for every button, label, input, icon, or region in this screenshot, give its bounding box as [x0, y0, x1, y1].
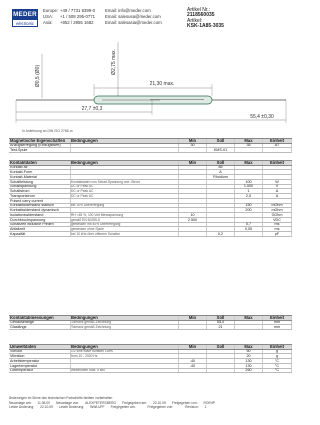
- col-header: Min: [179, 345, 207, 349]
- param-name: Kontakt-Nr.: [9, 166, 71, 170]
- param-name: Transportstrom: [9, 194, 71, 198]
- value-soll: KMS-01: [207, 148, 235, 152]
- value-unit: pF: [263, 232, 292, 236]
- value-min: [179, 189, 207, 193]
- value-min: [179, 185, 207, 189]
- table-title: Kontaktdaten: [9, 161, 71, 165]
- col-header: Bedingungen: [71, 316, 179, 320]
- value-unit: g: [263, 354, 292, 358]
- footer-disclaimer-text: Änderungen im Sinne des technischen Fortschritts bleiben vorbehalten: [9, 396, 113, 400]
- param-condition: Toleranz gemäß Zeichnung: [71, 325, 179, 329]
- value-unit: [263, 199, 292, 203]
- value-soll: [207, 223, 235, 227]
- param-condition: Toleranz gemäß Zeichnung: [71, 321, 179, 325]
- value-min: [179, 350, 207, 354]
- param-condition: RH <45 %, 100 Volt Messspannung: [71, 213, 179, 217]
- param-condition: [71, 148, 179, 152]
- value-min: [179, 369, 207, 373]
- value-soll: Rhodium: [207, 175, 235, 179]
- dim-21-label: 21,30 max.: [149, 81, 175, 87]
- value-unit: V: [263, 185, 292, 189]
- value-max: 130: [235, 359, 263, 363]
- param-name: Schaltzeit inklusive Prellen: [9, 223, 71, 227]
- logo-subtext: electronic: [16, 21, 34, 26]
- dim-glass-label: Ø2,75 max.: [111, 49, 117, 75]
- param-name: Abfallzeit: [9, 227, 71, 231]
- param-condition: 1/2 sine wave duration 11ms: [71, 350, 179, 354]
- value-soll: [207, 185, 235, 189]
- article-info: [187, 8, 224, 30]
- value-max: [235, 166, 263, 170]
- col-header: Min: [179, 139, 207, 143]
- param-condition: from 10 - 2000 Hz: [71, 354, 179, 358]
- param-name: Isolationswiderstand: [9, 213, 71, 217]
- col-header: Min: [179, 161, 207, 165]
- footer-field: Neuanlage am:: [9, 400, 32, 405]
- drawing-note: In Anlehnung an DIN ISO 2768-m: [22, 129, 73, 133]
- param-name: Schaltleistung: [9, 180, 71, 184]
- col-header: Bedingungen: [71, 139, 179, 143]
- value-max: [235, 213, 263, 217]
- param-name: Gehäuselänge: [9, 321, 71, 325]
- param-name: Lagertemperatur: [9, 364, 71, 368]
- value-max: 260: [235, 369, 263, 373]
- value-min: -40: [179, 364, 207, 368]
- value-unit: [263, 175, 292, 179]
- table-environment: [9, 344, 292, 373]
- value-max: 50: [235, 350, 263, 354]
- param-condition: DC or Peak AC: [71, 189, 179, 193]
- value-unit: [263, 170, 292, 174]
- value-min: 2.500: [179, 218, 207, 222]
- param-name: Kontaktwiderstand dynamisch: [9, 208, 71, 212]
- value-max: 0,7: [235, 223, 263, 227]
- footer-field: Neuanlage von:: [55, 400, 80, 405]
- footer-field: ALEXPETERSBERG: [85, 400, 117, 405]
- value-soll: 0,2: [207, 232, 235, 236]
- value-min: [179, 354, 207, 358]
- col-header: Soll: [207, 345, 235, 349]
- value-unit: A: [263, 194, 292, 198]
- param-name: Kontakt-Form: [9, 170, 71, 174]
- article-name: KSK-1A85-3035: [187, 23, 224, 30]
- value-unit: GOhm: [263, 213, 292, 217]
- value-min: -40: [179, 359, 207, 363]
- col-header: Einheit: [263, 345, 292, 349]
- footer: [9, 396, 292, 410]
- col-header: Max: [235, 316, 263, 320]
- param-name: Test-Spule: [9, 148, 71, 152]
- value-min: [179, 223, 207, 227]
- footer-field: Freigegeben von:: [147, 405, 174, 409]
- value-soll: [207, 218, 235, 222]
- footer-field: Revision:: [185, 405, 199, 409]
- dim-27-label: 27,7 ±0,3: [81, 106, 103, 112]
- col-header: Soll: [207, 316, 235, 320]
- value-min: [179, 199, 207, 203]
- value-unit: mm: [263, 321, 292, 325]
- value-min: 30: [179, 144, 207, 148]
- param-name: Glaslänge: [9, 325, 71, 329]
- table-title: Umweltdaten: [9, 345, 71, 349]
- value-max: 100: [235, 180, 263, 184]
- technical-drawing: [2, 34, 298, 134]
- param-name: Pulsed carry current: [9, 199, 71, 203]
- table-magnetic: [9, 138, 292, 153]
- value-unit: °C: [263, 359, 292, 363]
- param-condition: Kontaktdaten von Schalt-Spannung und -Strom: [71, 180, 179, 184]
- param-condition: gemessen mit 40% Übererregung: [71, 223, 179, 227]
- value-soll: [207, 364, 235, 368]
- table-row: [9, 325, 292, 330]
- value-soll: [207, 369, 235, 373]
- value-soll: [207, 180, 235, 184]
- value-unit: W: [263, 180, 292, 184]
- value-soll: 55,4: [207, 321, 235, 325]
- value-unit: VDC: [263, 218, 292, 222]
- contact-email[interactable]: Email: salesusa@meder.com: [105, 14, 161, 19]
- value-min: 10: [179, 213, 207, 217]
- value-max: [235, 232, 263, 236]
- param-name: Schaltstrom: [9, 189, 71, 193]
- value-soll: 85: [207, 166, 235, 170]
- value-unit: mOhm: [263, 204, 292, 208]
- footer-field: 22.10.09: [152, 400, 166, 405]
- footer-field: Freigegeben am:: [122, 400, 147, 405]
- reed-switch-drawing: [2, 34, 298, 134]
- col-header: Max: [235, 139, 263, 143]
- value-max: 1.000: [235, 185, 263, 189]
- value-unit: AT: [263, 144, 292, 148]
- footer-field: WWLUFF: [90, 405, 105, 409]
- footer-field: 22.10.09: [40, 405, 53, 409]
- col-header: Einheit: [263, 316, 292, 320]
- table-contact: [9, 160, 292, 237]
- col-header: Bedingungen: [71, 161, 179, 165]
- contact-email[interactable]: Email: info@meder.com: [105, 8, 151, 13]
- param-name: Schaltspannung: [9, 185, 71, 189]
- value-min: [179, 321, 207, 325]
- value-max: [235, 325, 263, 329]
- param-condition: [71, 166, 179, 170]
- param-condition: [71, 199, 179, 203]
- table-dimensions: [9, 315, 292, 330]
- param-name: Vibration: [9, 354, 71, 358]
- contact-region: Asia:: [43, 20, 53, 25]
- value-min: [179, 166, 207, 170]
- footer-field: ROEHP: [203, 400, 216, 405]
- param-name: Arbeitstemperatur: [9, 359, 71, 363]
- value-soll: [207, 213, 235, 217]
- value-soll: [207, 194, 235, 198]
- article-number: 2118560035: [187, 12, 215, 19]
- value-unit: °C: [263, 364, 292, 368]
- value-max: [235, 175, 263, 179]
- value-unit: [263, 148, 292, 152]
- param-name: Löttemperatur: [9, 369, 71, 373]
- value-min: [179, 204, 207, 208]
- param-condition: DC or Peak AC: [71, 194, 179, 198]
- table-title: Magnetische Eigenschaften: [9, 139, 71, 143]
- value-max: 35: [235, 144, 263, 148]
- param-condition: bei 10 kHz über offenem Schalter: [71, 232, 179, 236]
- contact-region: Europe:: [43, 8, 59, 13]
- value-min: [179, 232, 207, 236]
- value-max: [235, 218, 263, 222]
- value-max: 2,5: [235, 194, 263, 198]
- footer-field: Freigegeben von:: [171, 400, 198, 405]
- param-condition: [71, 359, 179, 363]
- dim-diameter-label: Ø0,5 (Ø0): [35, 64, 41, 88]
- footer-field: Letzte Änderung:: [58, 405, 85, 409]
- param-condition: [71, 175, 179, 179]
- param-condition: Wellenlöten max. 5 sec: [71, 369, 179, 373]
- article-label: Artikel:: [187, 17, 203, 24]
- meder-logo: [12, 9, 38, 27]
- contact-email[interactable]: Email: salesasia@meder.com: [105, 20, 162, 25]
- table-row: [9, 148, 292, 153]
- param-name: Kontakt-Material: [9, 175, 71, 179]
- value-soll: 21: [207, 325, 235, 329]
- value-soll: [207, 144, 235, 148]
- value-unit: mOhm: [263, 208, 292, 212]
- value-max: [235, 148, 263, 152]
- param-condition: [71, 170, 179, 174]
- param-condition: DC or Peak AC: [71, 185, 179, 189]
- value-min: [179, 227, 207, 231]
- value-soll: A: [207, 170, 235, 174]
- value-soll: [207, 189, 235, 193]
- value-soll: [207, 227, 235, 231]
- value-soll: [207, 359, 235, 363]
- value-soll: [207, 354, 235, 358]
- logo-text: MEDER: [13, 11, 37, 18]
- col-header: Max: [235, 345, 263, 349]
- value-unit: mm: [263, 325, 292, 329]
- value-max: 20: [235, 354, 263, 358]
- value-min: [179, 148, 207, 152]
- col-header: Max: [235, 161, 263, 165]
- col-header: Einheit: [263, 161, 292, 165]
- value-min: [179, 170, 207, 174]
- value-min: [179, 175, 207, 179]
- value-unit: ms: [263, 223, 292, 227]
- value-max: 1: [235, 189, 263, 193]
- value-soll: [207, 350, 235, 354]
- contact-row: [43, 20, 173, 26]
- param-condition: bei 10% Übererregung: [71, 204, 179, 208]
- footer-field: 1: [204, 405, 207, 409]
- col-header: Soll: [207, 139, 235, 143]
- table-title: Kontaktabmessungen: [9, 316, 71, 320]
- param-condition: [71, 144, 179, 148]
- footer-field: 11.08.00: [37, 400, 50, 405]
- value-soll: [207, 204, 235, 208]
- article-number-label: Artikel Nr.:: [187, 7, 211, 13]
- value-unit: [263, 166, 292, 170]
- contact-phone: +852 / 2955 1682: [60, 20, 94, 25]
- table-row: [9, 369, 292, 374]
- value-max: [235, 199, 263, 203]
- value-soll: [207, 199, 235, 203]
- value-max: [235, 170, 263, 174]
- value-min: [179, 325, 207, 329]
- contact-phone: +49 / 7731 8399-0: [60, 8, 96, 13]
- value-max: 130: [235, 364, 263, 368]
- footer-line: [9, 405, 292, 410]
- contact-block: [43, 8, 173, 26]
- table-row: [9, 232, 292, 237]
- param-name: Kapazität: [9, 232, 71, 236]
- param-condition: gemessen ohne Spule: [71, 227, 179, 231]
- col-header: Einheit: [263, 139, 292, 143]
- param-condition: [71, 208, 179, 212]
- param-condition: gemäß EN 60255-5: [71, 218, 179, 222]
- value-min: [179, 208, 207, 212]
- footer-field: Letzte Änderung:: [9, 405, 35, 409]
- value-max: 0,05: [235, 227, 263, 231]
- param-name: Kontaktwiderstand statisch: [9, 204, 71, 208]
- value-soll: [207, 208, 235, 212]
- param-name: Schock: [9, 350, 71, 354]
- value-unit: A: [263, 189, 292, 193]
- col-header: Min: [179, 316, 207, 320]
- col-header: Bedingungen: [71, 345, 179, 349]
- dim-55-label: 55,4 ±0,30: [250, 114, 274, 120]
- param-condition: [71, 364, 179, 368]
- param-name: Durchbruchspannung: [9, 218, 71, 222]
- footer-field: Freigegeben am:: [110, 405, 136, 409]
- contact-phone: +1 / 508 295-0771: [60, 14, 96, 19]
- value-unit: °C: [263, 369, 292, 373]
- col-header: Soll: [207, 161, 235, 165]
- value-unit: ms: [263, 227, 292, 231]
- contact-region: USA:: [43, 14, 54, 19]
- value-max: [235, 321, 263, 325]
- value-min: [179, 194, 207, 198]
- value-unit: g: [263, 350, 292, 354]
- value-min: [179, 180, 207, 184]
- param-name: Anzugserregung (Einzugswert): [9, 144, 71, 148]
- value-max: 200: [235, 208, 263, 212]
- value-max: 150: [235, 204, 263, 208]
